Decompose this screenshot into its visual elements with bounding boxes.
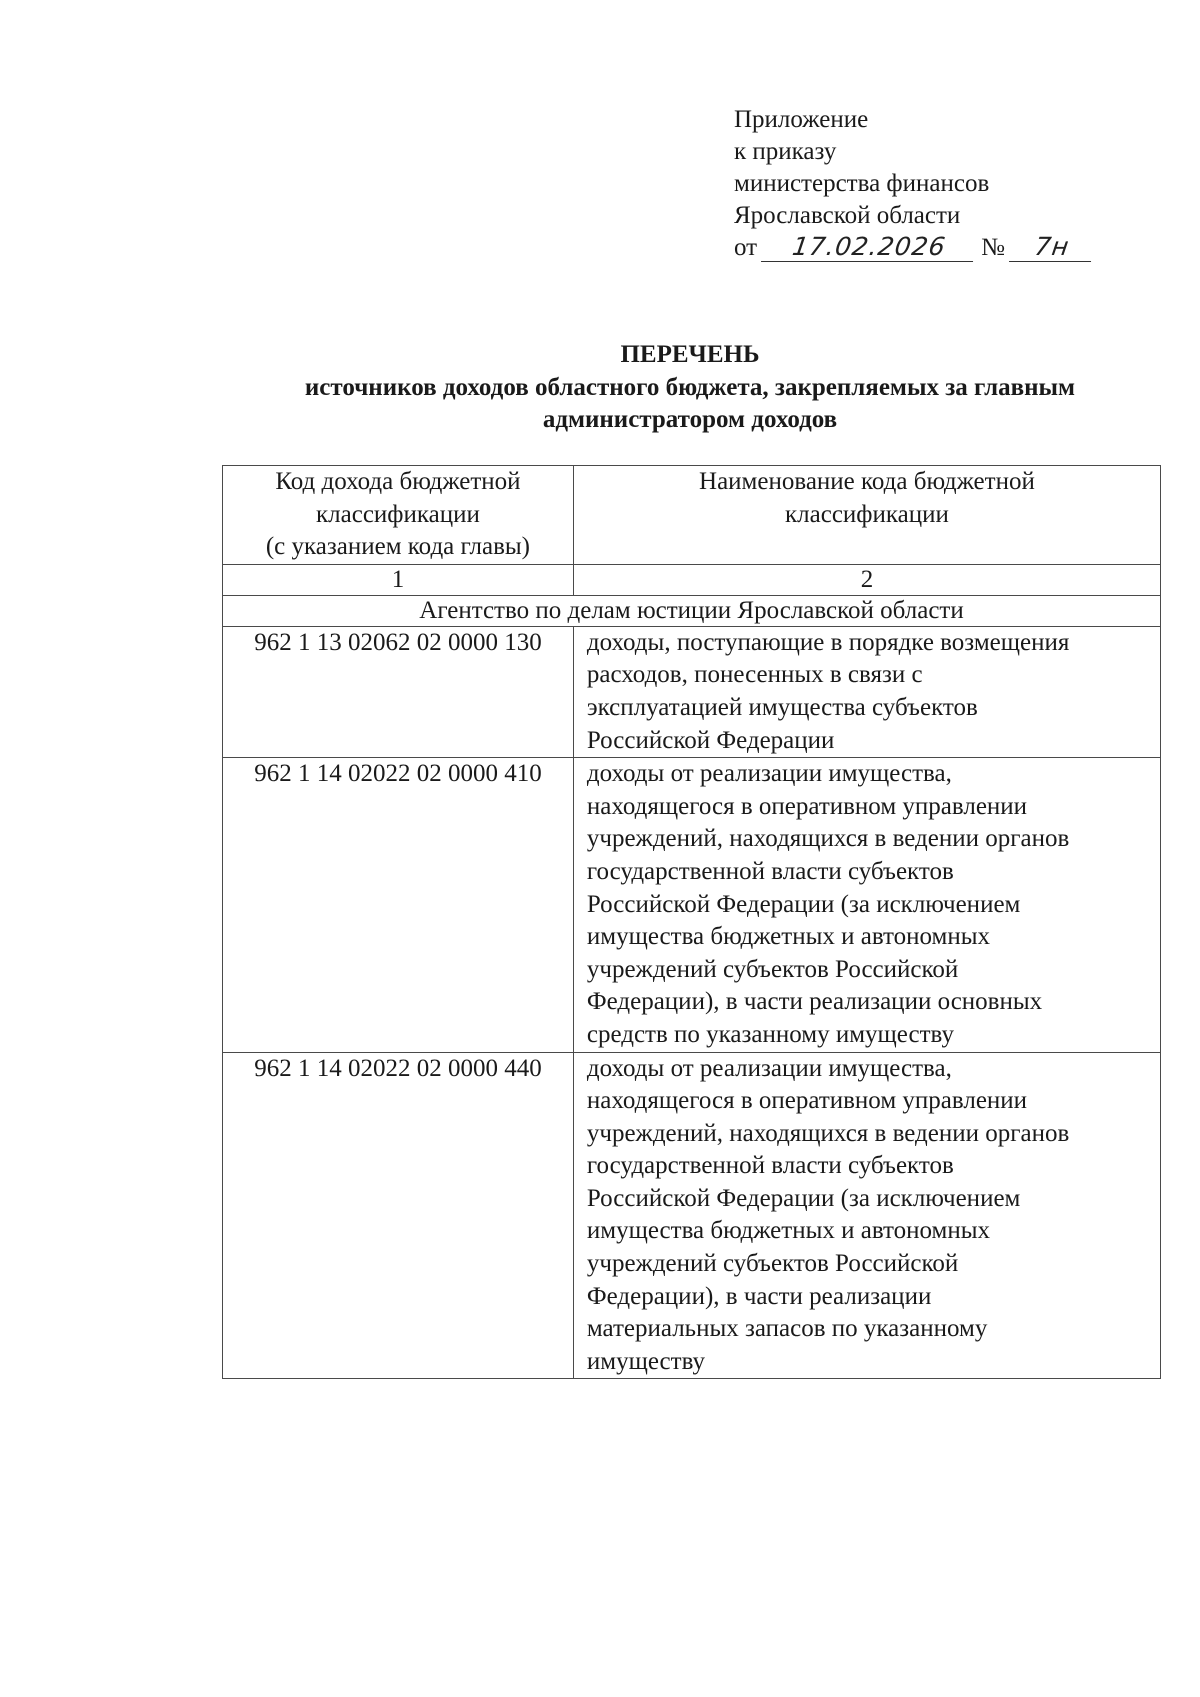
description-line: Российской Федерации (за исключением [586,890,1021,918]
header-name-line: Наименование кода бюджетной [699,468,1035,495]
description-line: находящегося в оперативном управлении [586,1087,1028,1115]
description-line: материальных запасов по указанному [586,1315,988,1343]
appendix-line: к приказу [734,138,837,165]
header-code-line: (с указанием кода главы) [265,533,530,561]
description-line: учреждений, находящихся в ведении органов [586,825,1070,853]
description-line: имущества бюджетных и автономных [586,923,991,951]
description-line: государственной власти субъектов [586,1152,954,1180]
header-name-cell [573,466,1160,565]
column-number-1: 1 [223,564,574,595]
income-sources-table [222,465,1161,1379]
agency-name: Агентство по делам юстиции Ярославской области [223,595,1161,626]
appendix-line: Ярославской области [734,202,961,229]
table-row [223,626,1161,757]
table-header-row [223,466,1161,565]
document-subtitle-line-1: источников доходов областного бюджета, закрепляемых за главным [304,374,1076,401]
header-code-line: Код дохода бюджетной [275,468,521,495]
appendix-block [734,104,1134,266]
description-line: средств по указанному имуществу [586,1020,954,1048]
handwritten-date: 17.02.2026 [761,233,977,262]
description-line: Федерации), в части реализации основных [586,988,1043,1016]
description-line: доходы от реализации имущества, [586,1054,952,1082]
table-row [223,758,1161,1052]
header-code-cell [223,466,574,565]
header-name-line: классификации [785,500,949,528]
income-description [573,626,1160,757]
appendix-line: Приложение [734,106,869,133]
description-line: учреждений, находящихся в ведении органов [586,1119,1070,1147]
income-description [573,758,1160,1052]
column-number-2: 2 [573,564,1160,595]
description-line: доходы от реализации имущества, [586,760,952,788]
document-title: ПЕРЕЧЕНЬ [620,341,760,368]
income-code: 962 1 14 02022 02 0000 440 [223,1052,574,1379]
description-line: находящегося в оперативном управлении [586,792,1028,820]
appendix-line: министерства финансов [734,170,990,197]
income-description [573,1052,1160,1379]
description-line: Российской Федерации [586,726,835,754]
description-line: имущества бюджетных и автономных [586,1217,991,1245]
description-line: доходы, поступающие в порядке возмещения [586,628,1070,656]
handwritten-order-number: 7н [1009,233,1095,262]
income-code: 962 1 13 02062 02 0000 130 [223,626,574,757]
description-line: государственной власти субъектов [586,857,954,885]
description-line: эксплуатацией имущества субъектов [586,693,978,721]
income-code: 962 1 14 02022 02 0000 410 [223,758,574,1052]
number-sign: № [981,234,1005,261]
description-line: учреждений субъектов Российской [586,1250,959,1278]
description-line: имуществу [586,1347,706,1375]
order-date-line [734,232,1134,266]
agency-row [223,595,1161,626]
description-line: Федерации), в части реализации [586,1282,932,1310]
column-number-row [223,564,1161,595]
description-line: учреждений субъектов Российской [586,955,959,983]
description-line: расходов, понесенных в связи с [586,661,923,689]
header-code-line: классификации [316,500,480,528]
table-row [223,1052,1161,1379]
document-subtitle-line-2: администратором доходов [542,406,838,433]
description-line: Российской Федерации (за исключением [586,1184,1021,1212]
date-prefix: от [734,234,758,261]
